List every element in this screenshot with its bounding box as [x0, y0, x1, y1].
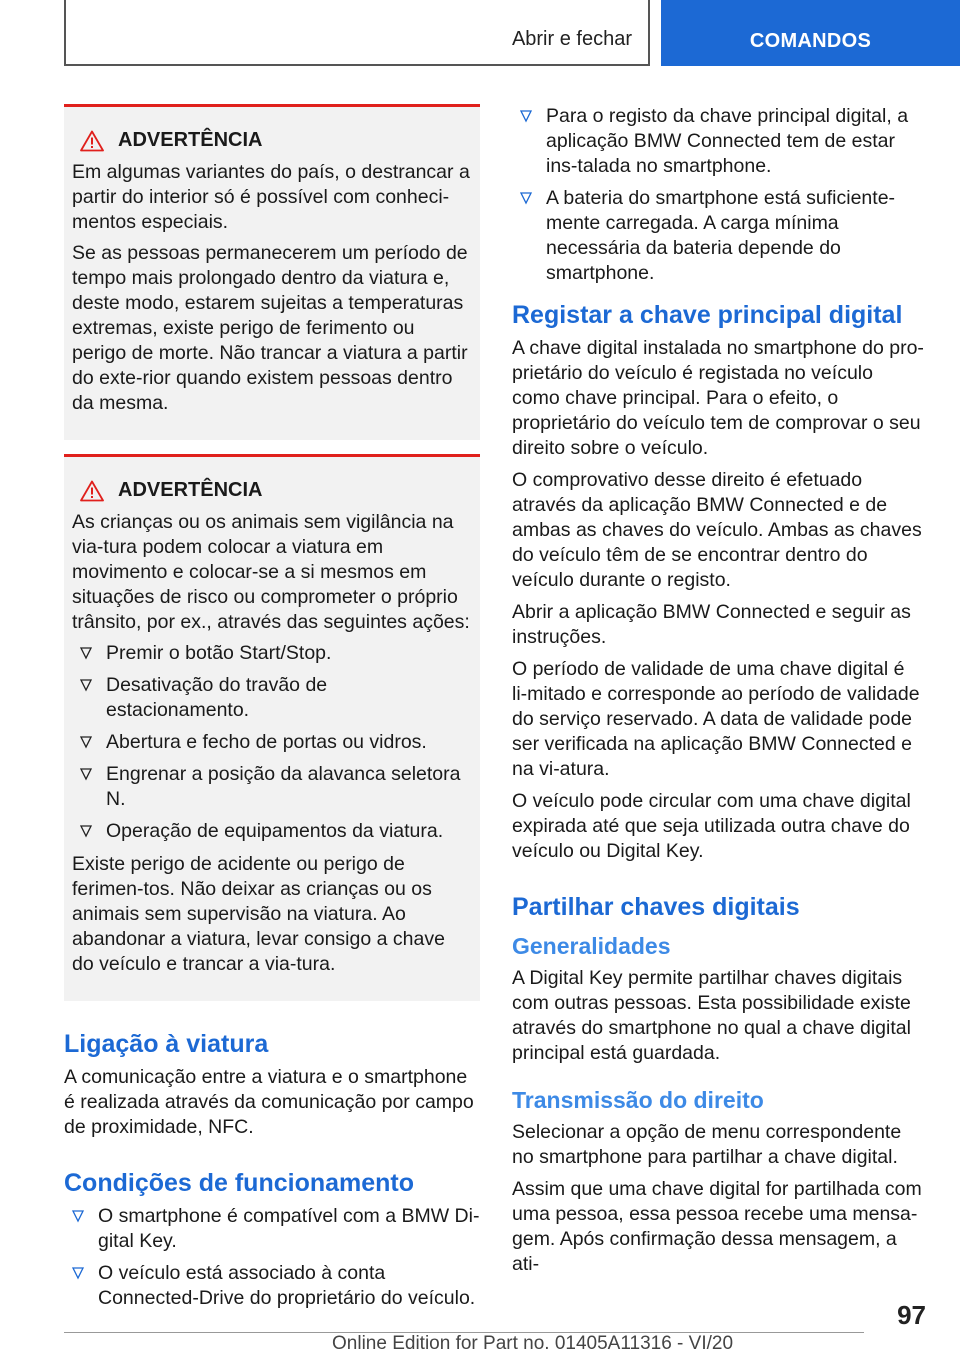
triangle-bullet-icon — [80, 768, 92, 781]
body-text: Selecionar a opção de menu correspondente no smartphone para partilhar a chave digital. — [512, 1121, 902, 1168]
warning-text: Em algumas variantes do país, o destrancar a partir do interior só é possível com conheci-mentos especiais. — [72, 161, 470, 233]
list-item: Premir o botão Start/Stop. — [72, 641, 472, 666]
body-text: Assim que uma chave digital for partilhada com uma pessoa, essa pessoa recebe uma mensa-gem. Após confirmação dessa mensagem, a ati- — [512, 1178, 922, 1275]
page-number: 97 — [897, 1300, 926, 1330]
warning-triangle-icon — [80, 480, 104, 502]
triangle-bullet-icon — [72, 1210, 84, 1223]
section-title: Abrir e fechar — [511, 28, 632, 50]
page-header — [0, 0, 960, 66]
warning-triangle-icon — [80, 130, 104, 152]
warning-text: Existe perigo de acidente ou perigo de ferimen-tos. Não deixar as crianças ou os animais sem supervisão na viatura. Ao abandonar a viatura, levar consigo a chave do veículo e trancar a via-tura. — [72, 853, 445, 975]
right-column — [512, 104, 924, 1284]
warning-title: ADVERTÊNCIA — [118, 129, 263, 151]
footer-edition: Online Edition for Part no. 01405A11316 - VI/20 — [332, 1333, 734, 1354]
chapter-tab: COMANDOS — [661, 0, 960, 66]
triangle-bullet-icon — [80, 679, 92, 692]
triangle-bullet-icon — [80, 736, 92, 749]
warning-text: Se as pessoas permanecerem um período de tempo mais prolongado dentro da viatura e, deste modo, estarem sujeitas a temperaturas extremas, existe perigo de ferimento ou perigo de morte. Não trancar a viatura a partir do exte-rior quando existem pessoas dentro da mesma. — [72, 242, 468, 414]
warning-box-1 — [64, 104, 480, 440]
header-frame — [64, 0, 650, 66]
body-text: A Digital Key permite partilhar chaves digitais com outras pessoas. Esta possibilidade existe através do smartphone no qual a chave digital principal está guardada. — [512, 967, 911, 1064]
subheading-transmissao: Transmissão do direito — [512, 1087, 764, 1113]
heading-condicoes: Condições de funcionamento — [64, 1169, 415, 1197]
list-item: O veículo está associado à conta Connected-Drive do proprietário do veículo. — [64, 1261, 480, 1311]
triangle-bullet-icon — [520, 192, 532, 205]
body-text: A chave digital instalada no smartphone do pro-prietário do veículo é registada no veículo como chave principal. Para o efeito, o proprietário do veículo tem de comprovar o seu direito sobre o veículo. — [512, 337, 924, 459]
warning-text: As crianças ou os animais sem vigilância na via-tura podem colocar a viatura em movimento e colocar-se a si mesmos em situações de risco ou comprometer o próprio trânsito, por ex., através das seguintes ações: — [72, 511, 470, 633]
list-item: Para o registo da chave principal digital, a aplicação BMW Connected tem de estar ins-talada no smartphone. — [512, 104, 924, 179]
heading-partilhar: Partilhar chaves digitais — [512, 893, 800, 921]
body-text: A comunicação entre a viatura e o smartphone é realizada através da comunicação por campo de proximidade, NFC. — [64, 1066, 474, 1138]
left-column — [64, 104, 480, 1319]
body-text: Abrir a aplicação BMW Connected e seguir as instruções. — [512, 601, 911, 648]
conditions-list-continued — [512, 104, 924, 286]
list-item: O smartphone é compatível com a BMW Di-gital Key. — [64, 1204, 480, 1254]
triangle-bullet-icon — [72, 1267, 84, 1280]
subheading-generalidades: Generalidades — [512, 933, 671, 959]
body-text: O comprovativo desse direito é efetuado através da aplicação BMW Connected e de ambas as chaves do veículo. Ambas as chaves do veículo têm de se encontrar dentro do veículo durante o registo. — [512, 469, 922, 591]
heading-ligacao: Ligação à viatura — [64, 1030, 269, 1058]
list-item: Abertura e fecho de portas ou vidros. — [72, 730, 472, 755]
list-item: Operação de equipamentos da viatura. — [72, 819, 472, 844]
conditions-list — [64, 1204, 480, 1311]
heading-registar: Registar a chave principal digital — [512, 301, 903, 329]
list-item: Desativação do travão de estacionamento. — [72, 673, 472, 723]
triangle-bullet-icon — [80, 825, 92, 838]
triangle-bullet-icon — [520, 110, 532, 123]
list-item: A bateria do smartphone está suficiente-mente carregada. A carga mínima necessária da bateria depende do smartphone. — [512, 186, 924, 286]
warning-title: ADVERTÊNCIA — [118, 479, 263, 501]
body-text: O veículo pode circular com uma chave digital expirada até que seja utilizada outra chave do veículo ou Digital Key. — [512, 790, 911, 862]
body-text: O período de validade de uma chave digital é li-mitado e corresponde ao período de validade do serviço reservado. A data de validade pode ser verificada na aplicação BMW Connected e na vi-atura. — [512, 658, 920, 780]
list-item: Engrenar a posição da alavanca seletora N. — [72, 762, 472, 812]
warning-action-list — [72, 641, 472, 844]
triangle-bullet-icon — [80, 647, 92, 660]
warning-box-2 — [64, 454, 480, 1001]
